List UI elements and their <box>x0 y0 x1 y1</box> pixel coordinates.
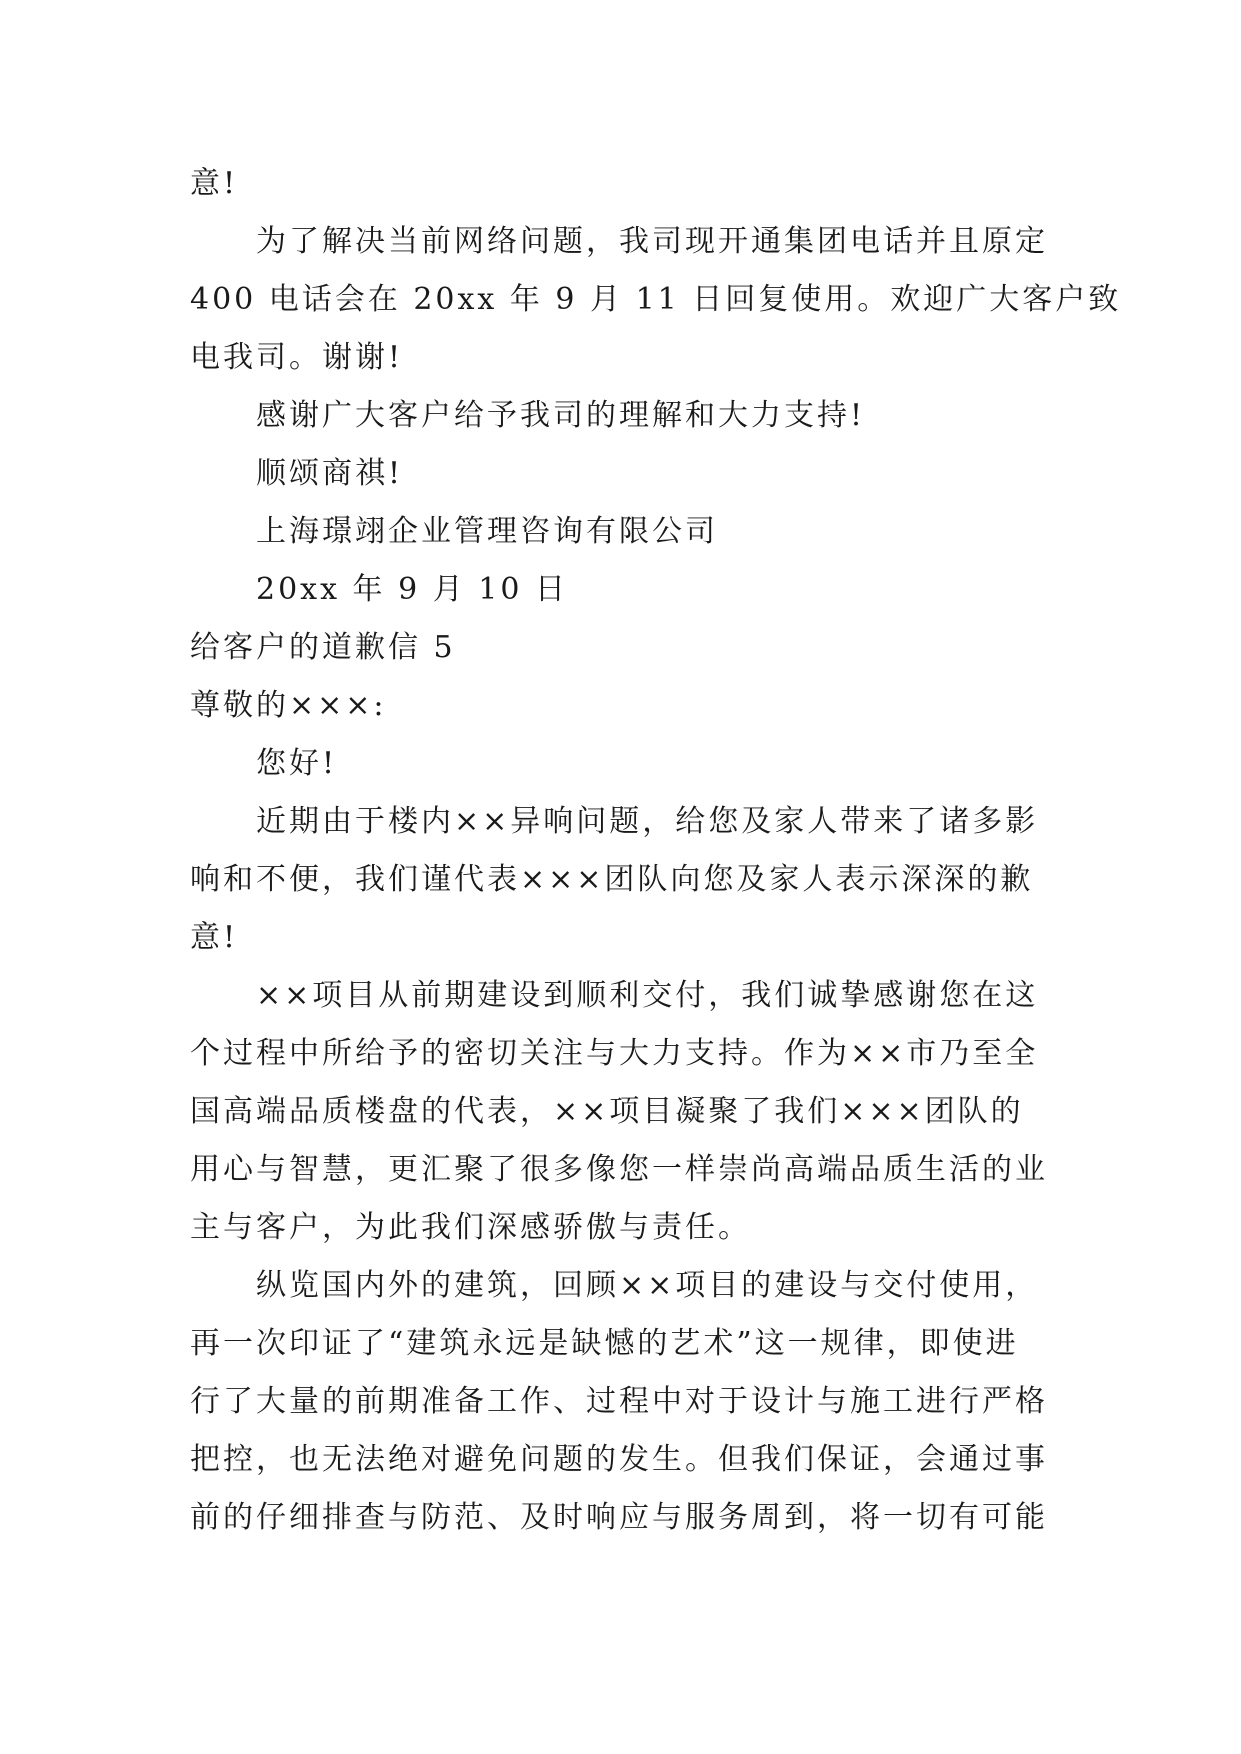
text-line: 意! <box>190 166 239 201</box>
signature-company: 上海璟翊企业管理咨询有限公司 <box>256 514 718 549</box>
closing-line: 顺颂商祺! <box>256 456 404 491</box>
section-title: 给客户的道歉信 5 <box>190 630 456 665</box>
text-line: 为了解决当前网络问题，我司现开通集团电话并且原定 <box>256 224 1048 259</box>
text-line: 感谢广大客户给予我司的理解和大力支持! <box>256 398 866 433</box>
text-line: 400 电话会在 20xx 年 9 月 11 日回复使用。欢迎广大客户致 <box>190 282 1122 317</box>
text-line: 近期由于楼内××异响问题，给您及家人带来了诸多影 <box>256 804 1039 839</box>
text-line: 行了大量的前期准备工作、过程中对于设计与施工进行严格 <box>190 1384 1048 1419</box>
signature-date: 20xx 年 9 月 10 日 <box>256 572 568 607</box>
text-line: 个过程中所给予的密切关注与大力支持。作为××市乃至全 <box>190 1036 1039 1071</box>
greeting: 您好! <box>256 746 338 781</box>
document-page <box>190 155 1122 1547</box>
text-line: 响和不便，我们谨代表×××团队向您及家人表示深深的歉 <box>190 862 1034 897</box>
text-line: 主与客户，为此我们深感骄傲与责任。 <box>190 1210 751 1245</box>
text-line: 国高端品质楼盘的代表，××项目凝聚了我们×××团队的 <box>190 1094 1024 1129</box>
text-line: 纵览国内外的建筑，回顾××项目的建设与交付使用， <box>256 1268 1039 1303</box>
text-line: ××项目从前期建设到顺利交付，我们诚挚感谢您在这 <box>256 978 1039 1013</box>
salutation: 尊敬的×××: <box>190 688 387 723</box>
text-line: 再一次印证了“建筑永远是缺憾的艺术”这一规律，即使进 <box>190 1326 1019 1361</box>
text-line: 用心与智慧，更汇聚了很多像您一样崇尚高端品质生活的业 <box>190 1152 1048 1187</box>
text-line: 电我司。谢谢! <box>190 340 404 375</box>
text-line: 把控，也无法绝对避免问题的发生。但我们保证，会通过事 <box>190 1442 1048 1477</box>
text-line: 前的仔细排查与防范、及时响应与服务周到，将一切有可能 <box>190 1500 1048 1535</box>
text-line: 意! <box>190 920 239 955</box>
